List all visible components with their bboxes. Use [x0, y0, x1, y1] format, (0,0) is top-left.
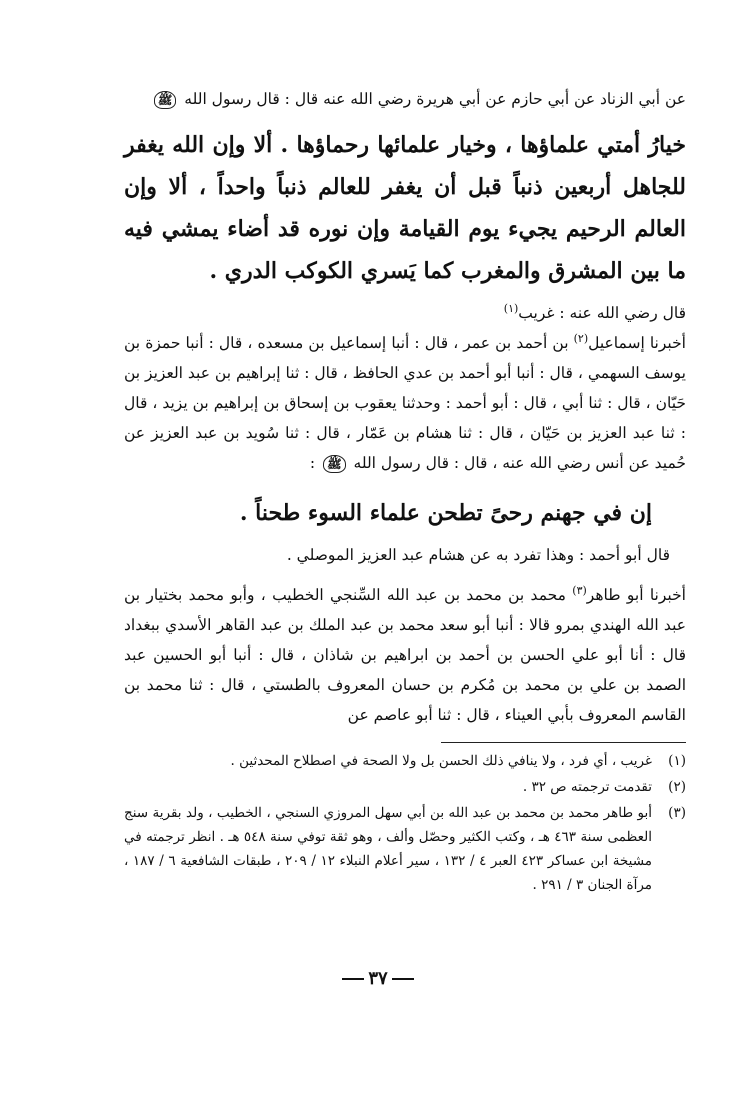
page-number-dash-left: [342, 978, 364, 980]
hadith-text-2: إن في جهنم رحىً تطحن علماء السوء طحناً .: [239, 500, 652, 526]
footnote-divider: [441, 742, 686, 743]
paragraph-comment-2: قال أبو أحمد : وهذا تفرد به عن هشام عبد العزيز الموصلي .: [286, 546, 670, 564]
isnad-3-rest: محمد بن محمد بن عبد الله السِّنجي الخطيب ، وأبو محمد بختيار بن عبد الله الهندي بمرو قالا : أنبا أبو سعد محمد بن عبد الملك بن عبد القاهر الأسدي ببغداد قال : أنا أبو علي الحسن بن أحمد بن ابراهيم بن شاذان ، قال : أنبا أبو الحسين عبد الصمد بن علي بن محمد بن مُكرم بن حسان المعروف بالطستي ، قال : ثنا محمد بن القاسم المعروف بأبي العيناء ، قال : ثنا أبو عاصم عن: [124, 586, 686, 724]
comment-1-text: قال رضي الله عنه : غريب: [518, 304, 686, 322]
page-number-dash-right: [392, 978, 414, 980]
isnad-2-end: :: [309, 454, 321, 472]
footnote-text: أبو طاهر محمد بن محمد بن عبد الله بن أبي سهل المروزي السنجي ، الخطيب ، ولد بقرية سنج العظمى سنة ٤٦٣ هـ ، وكتب الكثير وحصّل وألف ، وهو ثقة توفي سنة ٥٤٨ هـ . انظر ترجمته في مشيخة ابن عساكر ٤٢٣ العبر ٤ / ١٣٢ ، سير أعلام النبلاء ١٢ / ٢٠٩ ، طبقات الشافعية ٦ / ١٨٧ ، مرآة الجنان ٣ / ٢٩١ .: [124, 805, 652, 893]
footnote-item: [124, 801, 686, 897]
page-body: [124, 84, 686, 899]
page-number-value: ٣٧: [368, 968, 388, 989]
isnad-2-start: أخبرنا إسماعيل: [588, 334, 686, 352]
footnote-text: غريب ، أي فرد ، ولا ينافي ذلك الحسن بل ولا الصحة في اصطلاح المحدثين .: [230, 753, 652, 769]
salla-symbol-2: ﷺ: [323, 455, 346, 473]
page-number: [0, 968, 756, 989]
footnote-number: (١): [668, 753, 686, 769]
footnote-ref-1: (١): [503, 301, 519, 315]
isnad-3-start: أخبرنا أبو طاهر: [586, 586, 686, 604]
paragraph-isnad-1: [124, 84, 686, 114]
salla-symbol: ﷺ: [154, 91, 177, 109]
footnote-number: (٣): [668, 805, 686, 821]
footnote-item: [124, 749, 686, 773]
footnote-ref-3: (٣): [572, 583, 587, 597]
footnote-number: (٢): [668, 779, 686, 795]
footnote-item: [124, 775, 686, 799]
paragraph-comment-1: [124, 298, 686, 328]
footnote-text: تقدمت ترجمته ص ٣٢ .: [522, 779, 652, 795]
isnad-2-rest: بن أحمد بن عمر ، قال : أنبا إسماعيل بن مسعده ، قال : أنبا حمزة بن يوسف السهمي ، قال : أنبا أبو أحمد بن عدي الحافظ ، قال : ثنا إبراهيم بن عبد العزيز بن حَيّان ، قال : ثنا أبي ، قال : أبو أحمد : وحدثنا يعقوب بن إسحاق بن إبراهيم بن يزيد ، قال : ثنا عبد العزيز بن حَيّان ، قال : ثنا هشام بن عَمّار ، قال : ثنا سُويد بن عبد العزيز عن حُميد عن أنس رضي الله عنه ، قال : قال رسول الله: [124, 334, 686, 472]
hadith-text-1: خيارُ أمتي علماؤها ، وخيار علمائها رحماؤها . ألا وإن الله يغفر للجاهل أربعين ذنباً قبل أن يغفر للعالم ذنباً واحداً ، ألا وإن العالم الرحيم يجيء يوم القيامة وإن نوره قد أضاء يمشي فيه ما بين المشرق والمغرب كما يَسري الكوكب الدري .: [124, 132, 686, 284]
isnad-1-text: عن أبي الزناد عن أبي حازم عن أبي هريرة رضي الله عنه قال : قال رسول الله: [184, 90, 686, 108]
footnote-ref-2: (٢): [573, 331, 589, 345]
footnotes: [124, 749, 686, 897]
paragraph-isnad-2: [124, 328, 686, 478]
paragraph-isnad-3: [124, 580, 686, 730]
